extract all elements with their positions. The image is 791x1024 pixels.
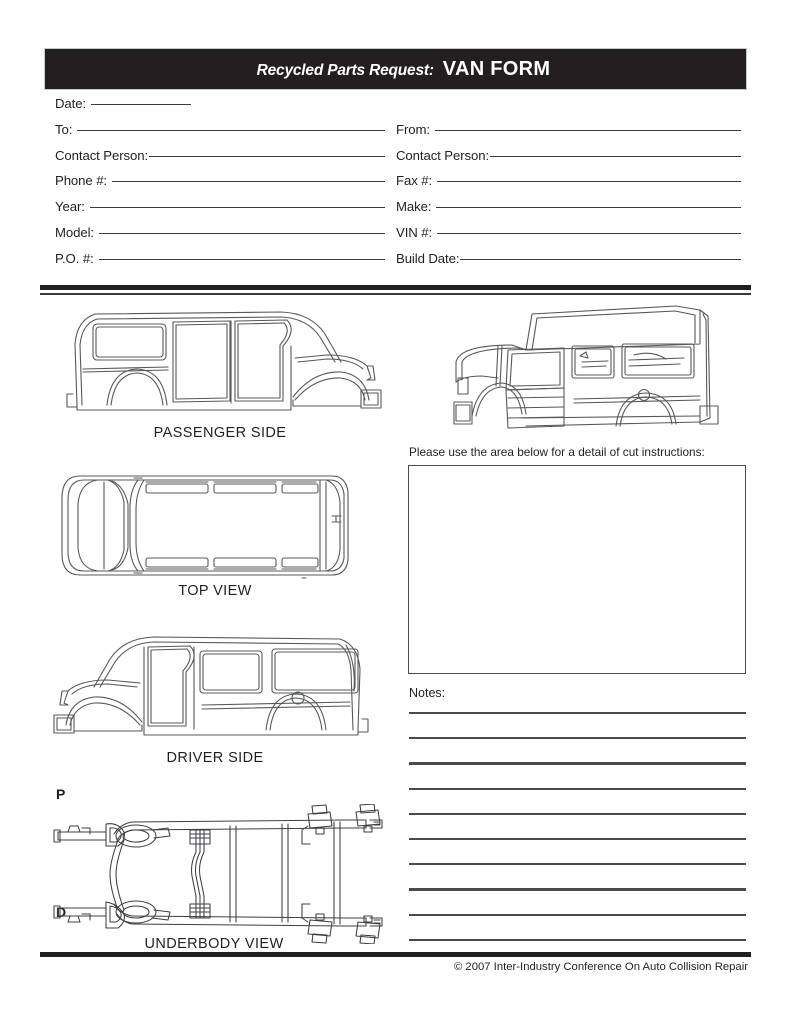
field-label-contact-person-right: Contact Person: (396, 147, 490, 163)
field-label-to: To: (55, 121, 73, 137)
field-input-contact-person-left[interactable] (149, 156, 385, 157)
caption-passenger-side: PASSENGER SIDE (153, 425, 287, 441)
form-title-bar (44, 48, 747, 90)
field-row-po[interactable] (55, 251, 385, 277)
note-line[interactable] (409, 888, 746, 890)
van-underbody-frame-icon (44, 804, 384, 944)
field-label-phone: Phone #: (55, 173, 107, 189)
field-row-make[interactable] (396, 199, 741, 225)
field-input-year[interactable] (90, 207, 385, 208)
field-label-vin: VIN #: (396, 224, 433, 240)
caption-driver-side: DRIVER SIDE (166, 750, 264, 766)
field-label-make: Make: (396, 199, 432, 215)
van-top-view-icon (50, 468, 380, 583)
underbody-passenger-marker: P (56, 786, 66, 802)
note-line[interactable] (409, 939, 746, 941)
field-input-from[interactable] (435, 130, 741, 131)
notes-lines-container (409, 712, 746, 964)
form-fields-area (44, 96, 747, 276)
field-row-spacer (396, 96, 741, 122)
cut-instructions-label: Please use the area below for a detail of cut instructions: (409, 445, 705, 459)
field-row-model[interactable] (55, 225, 385, 251)
field-label-model: Model: (55, 224, 94, 240)
note-line[interactable] (409, 762, 746, 764)
note-line[interactable] (409, 712, 746, 714)
note-line[interactable] (409, 838, 746, 840)
caption-top-view: TOP VIEW (178, 583, 252, 599)
note-line[interactable] (409, 788, 746, 790)
field-label-year: Year: (55, 199, 85, 215)
field-input-po[interactable] (99, 259, 385, 260)
field-label-fax: Fax #: (396, 173, 433, 189)
caption-underbody-view: UNDERBODY VIEW (144, 936, 284, 952)
field-row-to[interactable] (55, 122, 385, 148)
field-label-contact-person-left: Contact Person: (55, 147, 149, 163)
field-input-date[interactable] (91, 104, 191, 105)
field-input-make[interactable] (436, 207, 741, 208)
field-row-phone[interactable] (55, 173, 385, 199)
field-label-build-date: Build Date: (396, 250, 460, 266)
illustration-three-quarter-view (438, 298, 743, 433)
field-row-date[interactable] (55, 96, 385, 122)
note-line[interactable] (409, 737, 746, 739)
illustration-underbody-view (44, 786, 384, 952)
illustration-top-view (50, 468, 380, 599)
field-row-from[interactable] (396, 122, 741, 148)
field-label-from: From: (396, 121, 430, 137)
divider-rule-thin (40, 293, 751, 295)
van-three-quarter-icon (438, 298, 743, 433)
illustration-passenger-side (55, 300, 385, 441)
field-input-phone[interactable] (112, 181, 385, 182)
field-input-contact-person-right[interactable] (490, 156, 741, 157)
page-title: VAN FORM (442, 57, 551, 80)
field-row-vin[interactable] (396, 225, 741, 251)
underbody-driver-marker: D (56, 904, 67, 920)
field-input-fax[interactable] (437, 181, 741, 182)
field-row-fax[interactable] (396, 173, 741, 199)
field-label-date: Date: (55, 96, 87, 111)
cut-instructions-box[interactable] (408, 465, 746, 674)
field-input-build-date[interactable] (460, 259, 741, 260)
field-label-po: P.O. #: (55, 250, 94, 266)
note-line[interactable] (409, 813, 746, 815)
note-line[interactable] (409, 863, 746, 865)
field-row-year[interactable] (55, 199, 385, 225)
van-passenger-side-icon (55, 300, 385, 425)
van-driver-side-icon (50, 625, 380, 750)
field-input-model[interactable] (99, 233, 385, 234)
field-input-to[interactable] (77, 130, 385, 131)
notes-label: Notes: (409, 686, 446, 700)
field-input-vin[interactable] (437, 233, 741, 234)
form-column-left (55, 96, 385, 277)
field-row-build-date[interactable] (396, 251, 741, 277)
footer-copyright: © 2007 Inter-Industry Conference On Auto Collision Repair (453, 961, 748, 973)
field-row-contact-person-right[interactable] (396, 148, 741, 174)
section-divider-top (40, 285, 751, 295)
illustration-driver-side (50, 625, 380, 766)
section-divider-bottom (40, 952, 751, 957)
form-column-right (396, 96, 741, 277)
title-prefix: Recycled Parts Request: (256, 61, 434, 79)
divider-rule-thick (40, 285, 751, 290)
field-row-contact-person-left[interactable] (55, 148, 385, 174)
note-line[interactable] (409, 914, 746, 916)
